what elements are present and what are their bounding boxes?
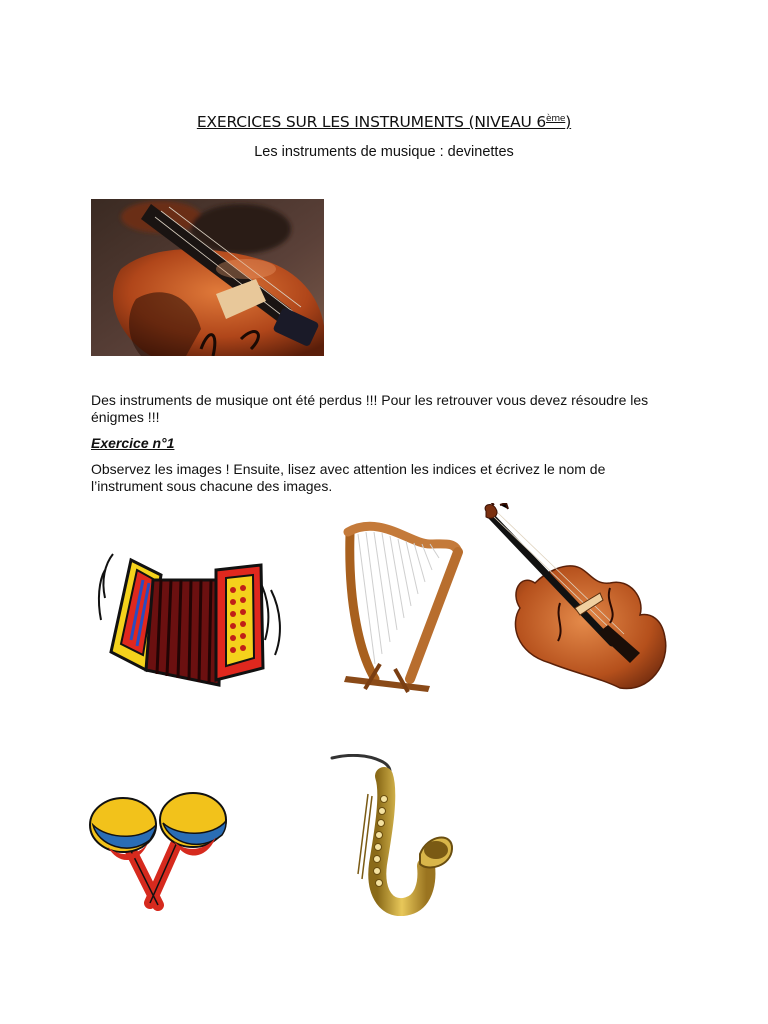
violin-image [480, 503, 670, 691]
accordion-image [91, 540, 287, 692]
harp-image [340, 514, 464, 694]
saxophone-image [328, 754, 454, 916]
title-end: ) [565, 113, 572, 131]
title-main: EXERCICES SUR LES INSTRUMENTS (NIVEAU 6 [196, 113, 547, 131]
intro-paragraph: Des instruments de musique ont été perdus !!! Pour les retrouver vous devez résoudre les énigmes !!! [91, 392, 649, 425]
maracas-image [88, 785, 230, 915]
page-title [0, 113, 768, 131]
page-subtitle: Les instruments de musique : devinettes [254, 144, 514, 160]
violin-photo [91, 199, 324, 356]
title-superscript: ème [546, 114, 566, 124]
exercise-title: Exercice n°1 [91, 435, 175, 451]
instructions-paragraph: Observez les images ! Ensuite, lisez avec attention les indices et écrivez le nom de l’instrument sous chacune des images. [91, 461, 606, 494]
